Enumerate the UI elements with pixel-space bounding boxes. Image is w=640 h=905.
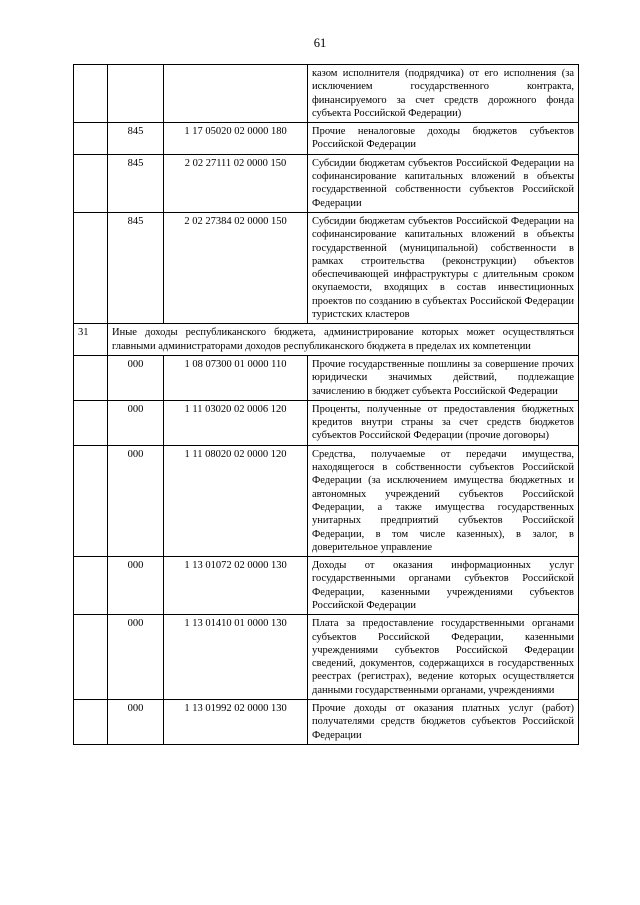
row-number-cell — [74, 615, 108, 700]
revenue-code-cell: 2 02 27111 02 0000 150 — [164, 154, 308, 212]
revenue-code-cell: 1 08 07300 01 0000 110 — [164, 355, 308, 400]
revenue-description-cell: Доходы от оказания информационных услуг государственными органами субъектов Российской Федерации, казенными учреждениями субъектов Российской Федерации — [308, 557, 579, 615]
section-number: 31 — [74, 324, 108, 356]
section-title: Иные доходы республиканского бюджета, администрирование которых может осуществляться главными администраторами доходов республиканского бюджета в пределах их компетенции — [108, 324, 579, 356]
revenue-code-cell: 1 13 01410 01 0000 130 — [164, 615, 308, 700]
revenue-code-cell: 1 13 01992 02 0000 130 — [164, 700, 308, 745]
admin-code-cell: 000 — [108, 557, 164, 615]
table-row — [74, 65, 579, 123]
revenue-code-cell: 1 11 03020 02 0006 120 — [164, 400, 308, 445]
row-number-cell — [74, 355, 108, 400]
row-number-cell — [74, 154, 108, 212]
revenue-description-cell: Средства, получаемые от передачи имущества, находящегося в собственности субъектов Российской Федерации (за исключением имущества бюджетных и автономных учреждений субъектов Российской Федерации, а также имущества государственных унитарных предприятий субъектов Российской Федерации, в том числе казенных), в залог, в доверительное управление — [308, 445, 579, 556]
admin-code-cell: 000 — [108, 700, 164, 745]
revenue-description-cell: казом исполнителя (подрядчика) от его исполнения (за исключением государственного контракта, финансируемого за счет средств дорожного фонда субъекта Российской Федерации) — [308, 65, 579, 123]
table-row — [74, 154, 579, 212]
row-number-cell — [74, 65, 108, 123]
revenue-code-cell: 1 13 01072 02 0000 130 — [164, 557, 308, 615]
section-row — [74, 324, 579, 356]
admin-code-cell — [108, 65, 164, 123]
admin-code-cell: 000 — [108, 355, 164, 400]
table-row — [74, 700, 579, 745]
admin-code-cell: 845 — [108, 154, 164, 212]
row-number-cell — [74, 557, 108, 615]
revenue-code-cell — [164, 65, 308, 123]
table-row — [74, 123, 579, 155]
table-row — [74, 212, 579, 323]
revenue-code-cell: 1 11 08020 02 0000 120 — [164, 445, 308, 556]
revenue-code-cell: 1 17 05020 02 0000 180 — [164, 123, 308, 155]
row-number-cell — [74, 212, 108, 323]
row-number-cell — [74, 445, 108, 556]
revenue-description-cell: Прочие неналоговые доходы бюджетов субъектов Российской Федерации — [308, 123, 579, 155]
admin-code-cell: 000 — [108, 445, 164, 556]
revenue-code-cell: 2 02 27384 02 0000 150 — [164, 212, 308, 323]
revenue-table — [73, 64, 579, 745]
admin-code-cell: 000 — [108, 400, 164, 445]
table-row — [74, 400, 579, 445]
row-number-cell — [74, 123, 108, 155]
revenue-description-cell: Прочие доходы от оказания платных услуг (работ) получателями средств бюджетов субъектов Российской Федерации — [308, 700, 579, 745]
table-row — [74, 355, 579, 400]
revenue-description-cell: Проценты, полученные от предоставления бюджетных кредитов внутри страны за счет средств бюджетов субъектов Российской Федерации (прочие договоры) — [308, 400, 579, 445]
table-row — [74, 557, 579, 615]
admin-code-cell: 000 — [108, 615, 164, 700]
row-number-cell — [74, 700, 108, 745]
table-row — [74, 445, 579, 556]
table-row — [74, 615, 579, 700]
revenue-description-cell: Субсидии бюджетам субъектов Российской Федерации на софинансирование капитальных вложений в объекты государственной собственности субъектов Российской Федерации — [308, 154, 579, 212]
admin-code-cell: 845 — [108, 123, 164, 155]
revenue-description-cell: Плата за предоставление государственными органами субъектов Российской Федерации, казенными учреждениями субъектов Российской Федерации сведений, документов, содержащихся в государственных реестрах (регистрах), ведение которых осуществляется данными государственными органами, учреждениями — [308, 615, 579, 700]
page-number: 61 — [313, 36, 327, 50]
revenue-description-cell: Субсидии бюджетам субъектов Российской Федерации на софинансирование капитальных вложений в объекты государственной (муниципальной) собственности в рамках строительства (реконструкции) объектов обеспечивающей инфраструктуры с длительным сроком окупаемости, входящих в состав инвестиционных проектов по созданию в субъектах Российской Федерации туристских кластеров — [308, 212, 579, 323]
admin-code-cell: 845 — [108, 212, 164, 323]
row-number-cell — [74, 400, 108, 445]
revenue-description-cell: Прочие государственные пошлины за совершение прочих юридически значимых действий, подлежащие зачислению в бюджет субъекта Российской Федерации — [308, 355, 579, 400]
